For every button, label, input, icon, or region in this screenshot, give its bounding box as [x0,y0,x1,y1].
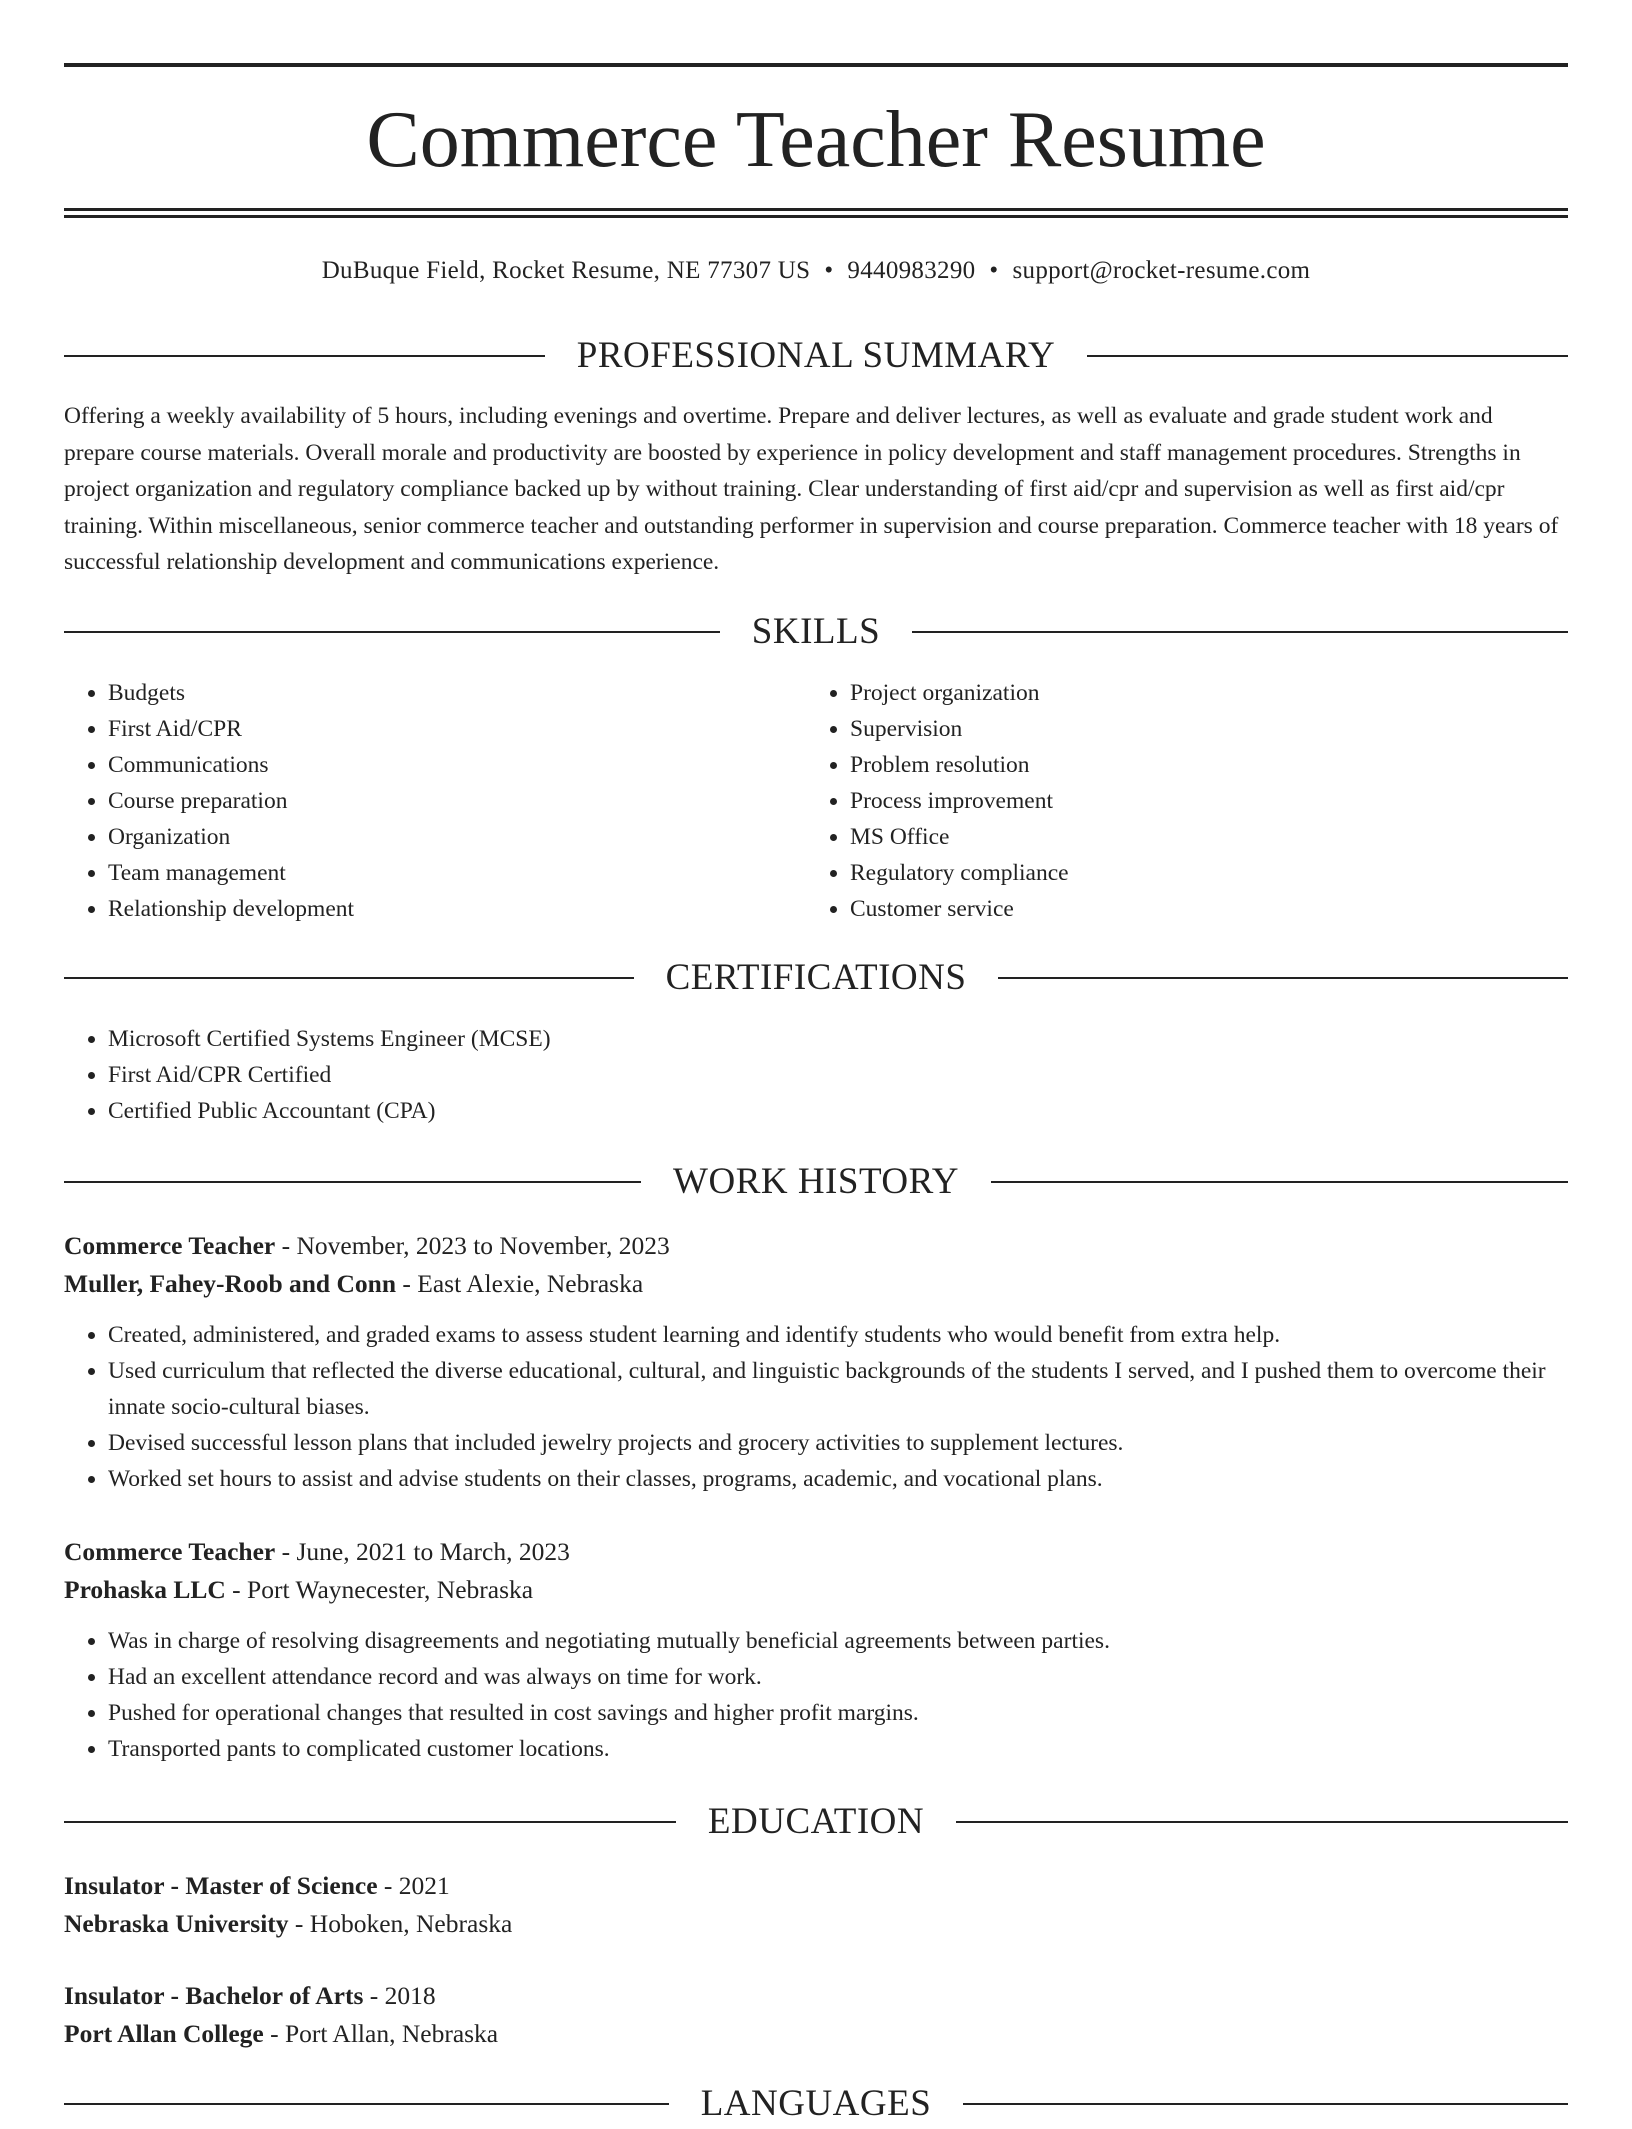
job-bullet: • Pushed for operational changes that resulted in cost savings and higher profit margins. [108,1695,1568,1731]
skill-item: • Communications [108,747,806,783]
contact-separator: • [824,257,834,284]
job-bullets [64,1317,1568,1497]
skill-item: • First Aid/CPR [108,711,806,747]
section-title: LANGUAGES [700,2083,932,2124]
divider [64,1181,641,1183]
job-location: - Port Waynecester, Nebraska [225,1575,534,1604]
skill-item: • MS Office [850,819,1548,855]
certification-item: • Microsoft Certified Systems Engineer (MCSE) [108,1021,1568,1057]
job-entry [64,1227,1568,1497]
edu-year: - 2021 [377,1871,450,1900]
section-title: WORK HISTORY [673,1161,959,1202]
edu-school: Port Allan College [64,2019,264,2048]
section-header-summary [64,331,1568,381]
skills-list [64,675,1568,927]
job-company: Prohaska LLC [64,1575,226,1604]
divider [991,1181,1568,1183]
skill-item: • Project organization [850,675,1548,711]
contact-email: support@rocket-resume.com [1012,257,1311,284]
certifications-list [64,1021,1568,1129]
edu-location: - Hoboken, Nebraska [288,1909,513,1938]
job-title: Commerce Teacher [64,1537,276,1566]
skill-item: • Budgets [108,675,806,711]
divider [64,631,720,633]
skills-column-left [64,675,806,927]
contact-line [64,252,1568,290]
contact-phone: 9440983290 [847,257,976,284]
skill-item: • Problem resolution [850,747,1548,783]
job-bullets [64,1623,1568,1767]
job-bullet: • Devised successful lesson plans that included jewelry projects and grocery activities to supplement lectures. [108,1425,1568,1461]
divider [64,2103,669,2105]
job-dates: - June, 2021 to March, 2023 [275,1537,570,1566]
job-company: Muller, Fahey-Roob and Conn [64,1269,397,1298]
divider [64,977,634,979]
job-bullet: • Was in charge of resolving disagreements and negotiating mutually beneficial agreements between parties. [108,1623,1568,1659]
skill-item: • Organization [108,819,806,855]
divider [963,2103,1568,2105]
section-header-skills [64,607,1568,657]
skill-item: • Course preparation [108,783,806,819]
education-entry [64,1867,1568,1943]
section-title: CERTIFICATIONS [665,957,967,998]
contact-separator: • [989,257,999,284]
job-bullet: • Created, administered, and graded exams to assess student learning and identify students who would benefit from extra help. [108,1317,1568,1353]
title-rule-upper [64,208,1568,211]
section-header-certifications [64,953,1568,1003]
skill-item: • Team management [108,855,806,891]
section-header-work [64,1157,1568,1207]
divider [64,1821,676,1823]
section-title: EDUCATION [707,1801,925,1842]
divider [912,631,1568,633]
section-title: PROFESSIONAL SUMMARY [576,335,1056,376]
education-entry [64,1977,1568,2053]
divider [1087,355,1568,357]
section-header-education [64,1797,1568,1847]
job-bullet: • Worked set hours to assist and advise students on their classes, programs, academic, and vocational plans. [108,1461,1568,1497]
title-rule-lower [64,215,1568,218]
divider [64,355,545,357]
skill-item: • Customer service [850,891,1548,927]
edu-year: - 2018 [363,1981,436,2010]
edu-degree: Insulator - Master of Science [64,1871,378,1900]
resume-title: Commerce Teacher Resume [366,96,1266,184]
edu-school: Nebraska University [64,1909,289,1938]
divider [956,1821,1568,1823]
top-rule [64,63,1568,67]
certification-item: • First Aid/CPR Certified [108,1057,1568,1093]
edu-degree: Insulator - Bachelor of Arts [64,1981,364,2010]
skills-column-right [806,675,1548,927]
job-entry [64,1533,1568,1767]
job-dates: - November, 2023 to November, 2023 [275,1231,670,1260]
summary-text: Offering a weekly availability of 5 hours, including evenings and overtime. Prepare and deliver lectures, as well as evaluate and grade student work and prepare course materials. Overall morale and productivity are boosted by experience in policy development and staff management procedures. Strengths in project organization and regulatory compliance backed up by without training. Clear understanding of first aid/cpr and supervision as well as first aid/cpr training. Within miscellaneous, senior commerce teacher and outstanding performer in supervision and course preparation. Commerce teacher with 18 years of successful relationship development and communications experience. [64,403,1559,575]
skill-item: • Regulatory compliance [850,855,1548,891]
divider [998,977,1568,979]
job-title: Commerce Teacher [64,1231,276,1260]
job-bullet: • Had an excellent attendance record and was always on time for work. [108,1659,1568,1695]
job-location: - East Alexie, Nebraska [396,1269,644,1298]
edu-location: - Port Allan, Nebraska [263,2019,499,2048]
certification-item: • Certified Public Accountant (CPA) [108,1093,1568,1129]
contact-address: DuBuque Field, Rocket Resume, NE 77307 US [321,257,811,284]
section-title: SKILLS [751,611,881,652]
skill-item: • Supervision [850,711,1548,747]
skill-item: • Relationship development [108,891,806,927]
section-header-languages [64,2079,1568,2129]
job-bullet: • Used curriculum that reflected the diverse educational, cultural, and linguistic backgrounds of the students I served, and I pushed them to overcome their innate socio-cultural biases. [108,1353,1568,1425]
skill-item: • Process improvement [850,783,1548,819]
job-bullet: • Transported pants to complicated customer locations. [108,1731,1568,1767]
